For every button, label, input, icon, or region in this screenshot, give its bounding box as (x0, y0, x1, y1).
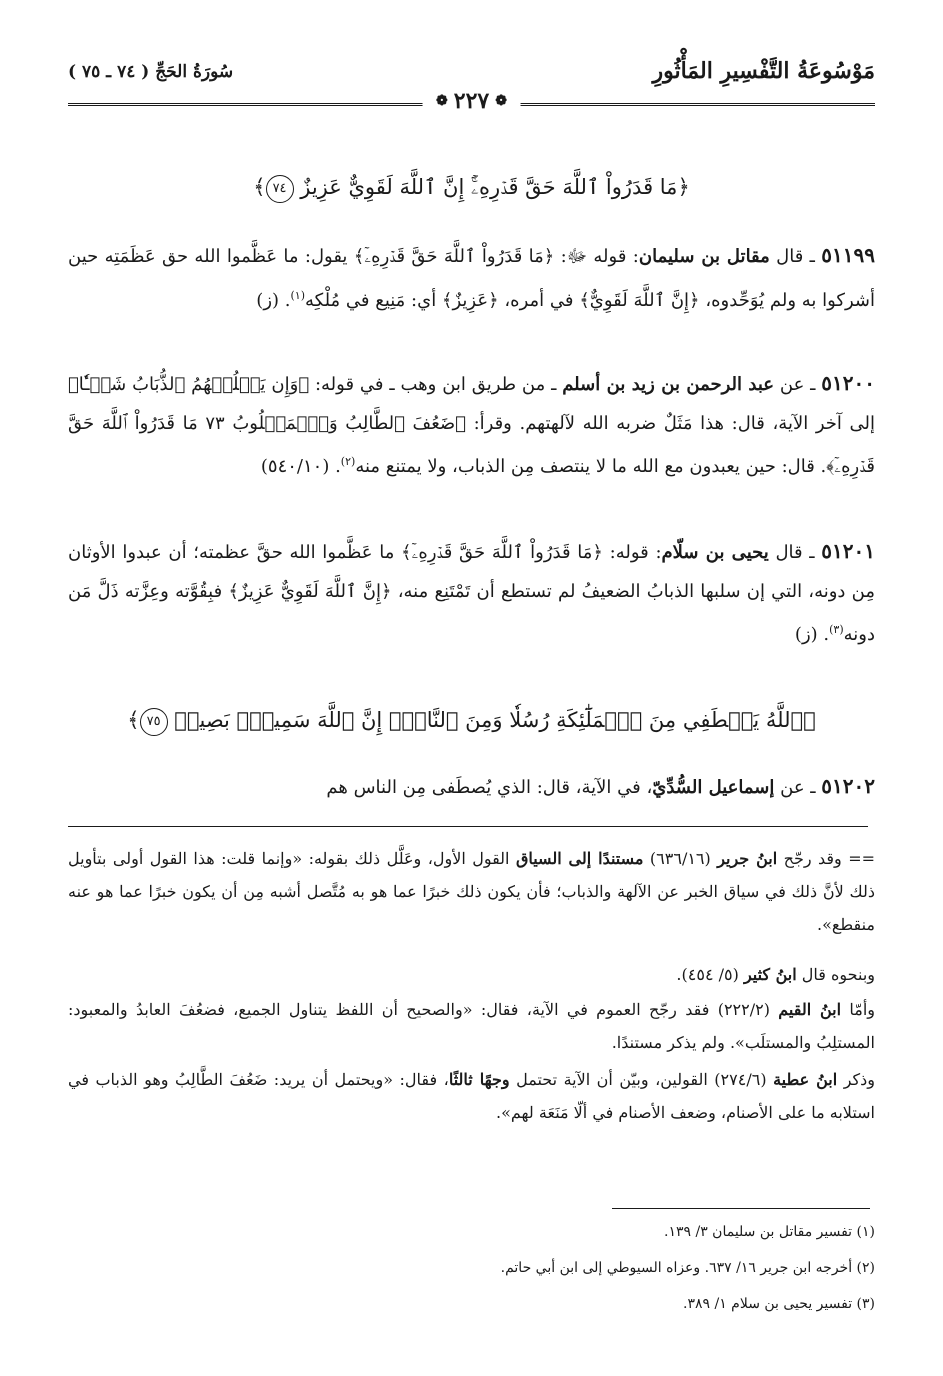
narration-text: ، في الآية، قال: الذي يُصطَفى مِن الناس هم (326, 777, 653, 798)
footnote-divider (612, 1208, 870, 1209)
narration-text: : قوله ﷻ: ﴿مَا قَدَرُواْ ٱللَّهَ حَقَّ قَدۡرِهِۦٓ﴾ يقول: ما عَظَّموا الله حق عَظَمَتِه حين أشركوا به ولم يُوَحِّدوه، ﴿إِنَّ ٱللَّهَ لَقَوِيٌّ﴾ في أمره، ﴿عَزِيزٌ﴾ أي: مَنِيع في مُلْكِه (68, 246, 875, 311)
surah-label: سُورَةُ الحَجِّ ( ٧٤ ـ ٧٥ ) (68, 62, 234, 82)
page-number-block (422, 88, 521, 114)
narrator-name: إسماعيل السُّدِّيّ (652, 777, 775, 798)
narration-number: ٥١١٩٩ (821, 243, 876, 267)
page-header (68, 58, 875, 114)
narration-source: . (٥٤٠/١٠) (260, 456, 341, 477)
verse-text: ٱللَّهُ يَصۡطَفِي مِنَ ٱلۡمَلَٰٓئِكَةِ رُسُلٗا وَمِنَ ٱلنَّاسِۚ إِنَّ ٱللَّهَ سَمِيعُۢ بَصِيرٞ (174, 708, 804, 732)
page-number: ٢٢٧ (453, 88, 490, 114)
narration-source: . (ز) (794, 624, 830, 645)
commentary-paragraph-4 (68, 1063, 875, 1129)
narration-5199 (68, 236, 875, 320)
verse-bracket-close: ﴾ (253, 175, 266, 199)
narrator-name: يحيى بن سلّام (661, 542, 769, 563)
verse-number-badge: ٧٤ (266, 175, 294, 203)
narration-number: ٥١٢٠١ (821, 539, 875, 563)
footnote-ref[interactable]: (٢) (340, 455, 356, 468)
commentary-text: (٢٢٢/٢) فقد رجّح العموم في الآية، فقال: «والصحيح أن اللفظ يتناول الجميع، فضعُفَ العابدُ والمعبود: المستلِبُ والمستلَب». ولم يذكر مستندًا. (68, 1000, 875, 1052)
narration-5202 (68, 767, 875, 808)
commentary-text: القول الأول، وعَلَّل ذلك بقوله: «وإنما قلت: هذا القول أولى بتأويل ذلك لأنَّ ذلك في سياق الخبر عن الآلهة والذباب؛ فأن يكون ذلك خبرًا عما هو به مُتَّصل أشبه مِن أن يكون خبرًا عما هو عنه منقطع». (68, 849, 875, 934)
ornament-icon: ❁ (495, 93, 507, 109)
footnote-ref[interactable]: (١) (290, 288, 305, 302)
commentary-text: (٢٧٤/٦) القولين، وبيّن أن الآية تحتمل (509, 1070, 774, 1089)
narration-text: : قوله: ﴿مَا قَدَرُواْ ٱللَّهَ حَقَّ قَدۡرِهِۦٓ﴾ ما عَظَّموا الله حقَّ عظمته؛ أن عبدوا الأوثان مِن دونه، التي إن سلبها الذبابُ الضعيفُ لم تستطع أن تَمْتَنِع منه، ﴿إِنَّ ٱللَّهَ لَقَوِيٌّ عَزِيزٌ﴾ فبِقُوَّته وعِزَّته ذَلَّ مَن دونه (68, 542, 875, 645)
scholar-name: ابنُ جرير (717, 849, 778, 868)
commentary-text: (٦٣٦/١٦) (643, 849, 718, 868)
commentary-text: وذكر (837, 1070, 876, 1089)
commentary-text: وبنحوه قال (796, 965, 875, 984)
verse-bracket-open: ﴿ (677, 175, 690, 199)
commentary-divider (68, 826, 868, 827)
commentary-paragraph-1 (68, 842, 875, 941)
verse-text: مَا قَدَرُواْ ٱللَّهَ حَقَّ قَدۡرِهِۦٓۚ إِنَّ ٱللَّهَ لَقَوِيٌّ عَزِيزٌ (300, 175, 678, 199)
book-title: مَوْسُوعَةُ التَّفْسِيرِ المَأْثُورِ (652, 58, 875, 84)
narration-prefix: ـ عن (774, 777, 822, 798)
narration-5200 (68, 364, 875, 487)
scholar-name: ابنُ كثير (743, 965, 797, 984)
scholar-name: ابنُ عطية (773, 1070, 838, 1089)
commentary-text: ، فقال: «ويحتمل أن يريد: ضَعُفَ الطَّالِبُ وهو الذباب في استلابه ما على الأصنام، وضعف الأصنام في ألّا مَنَعَة لهم». (68, 1070, 875, 1122)
quran-verse-75 (60, 703, 883, 737)
narrator-name: عبد الرحمن بن زيد بن أسلم (562, 374, 775, 395)
quran-verse-74 (60, 170, 883, 204)
commentary-text: (٥/ ٤٥٤). (676, 965, 744, 984)
commentary-paragraph-3 (68, 993, 875, 1059)
verse-bracket-open: ﴿ (803, 708, 816, 732)
narration-prefix: ـ قال (768, 542, 822, 563)
narration-5201 (68, 532, 875, 655)
narration-prefix: ـ عن (774, 374, 822, 395)
footnote-1: (١) تفسير مقاتل بن سليمان ٣/ ١٣٩. (664, 1224, 875, 1240)
commentary-text: وأمّا (841, 1000, 876, 1019)
ornament-icon: ❁ (436, 93, 448, 109)
scholar-name: ابنُ القيم (778, 1000, 842, 1019)
footnote-2: (٢) أخرجه ابن جرير ١٦/ ٦٣٧. وعزاه السيوطي إلى ابن أبي حاتم. (500, 1260, 875, 1276)
commentary-paragraph-2 (68, 958, 875, 991)
emphasis-text: مستندًا إلى السياق (515, 849, 644, 868)
footnote-ref[interactable]: (٣) (829, 623, 844, 636)
narration-source: . (ز) (256, 289, 291, 311)
commentary-text: == وقد رجّح (777, 849, 876, 868)
narration-text: ـ من طريق ابن وهب ـ في قوله: ﴿وَإِن يَسۡلُبۡهُمُ ٱلذُّبَابُ شَيۡـٔٗا﴾ إلى آخر الآية، قال: هذا مَثَلٌ ضربه الله لآلهتهم. وقرأ: ﴿ضَعُفَ ٱلطَّالِبُ وَٱلۡمَطۡلُوبُ ٧٣ مَا قَدَرُواْ ٱللَّهَ حَقَّ قَدۡرِهِۦٓ﴾. قال: حين يعبدون مع الله ما لا ينتصف مِن الذباب، ولا يمتنع منه (68, 374, 875, 477)
emphasis-text: وجهًا ثالثًا (448, 1070, 510, 1089)
narrator-name: مقاتل بن سليمان (638, 246, 770, 267)
footnote-3: (٣) تفسير يحيى بن سلام ١/ ٣٨٩. (683, 1296, 875, 1312)
verse-number-badge: ٧٥ (140, 708, 168, 736)
narration-number: ٥١٢٠٠ (821, 371, 876, 395)
narration-number: ٥١٢٠٢ (821, 774, 875, 798)
verse-bracket-close: ﴾ (127, 708, 140, 732)
narration-prefix: ـ قال (769, 246, 822, 267)
